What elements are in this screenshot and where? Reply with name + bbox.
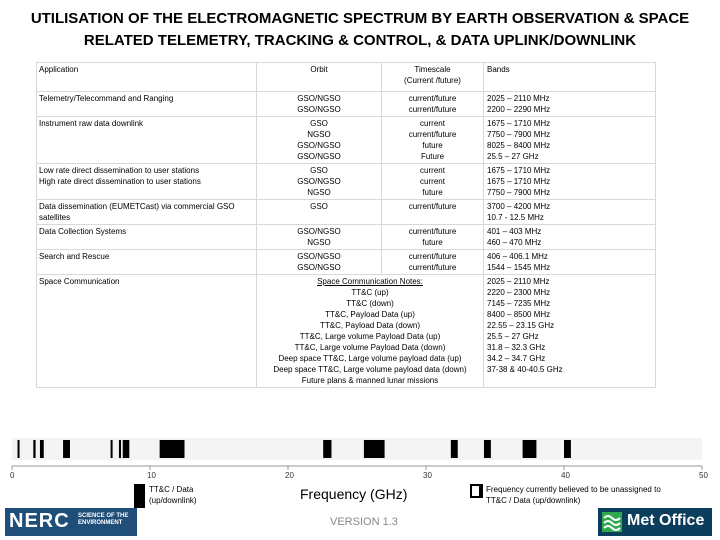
allocation-bar (364, 440, 385, 458)
tick-label: 30 (423, 471, 432, 480)
table-row-space-communication (37, 275, 656, 388)
allocation-bar (18, 440, 20, 458)
table-header-row (37, 63, 656, 92)
row-application: Space Communication (37, 275, 257, 388)
row-bands: 3700 – 4200 MHz 10.7 - 12.5 MHz (484, 200, 656, 225)
row-orbit: GSO GSO/NGSO NGSO (257, 164, 382, 200)
nerc-logo-tagline: SCIENCE OF THE ENVIRONMENT (78, 513, 129, 526)
allocation-bar (63, 440, 70, 458)
row-orbit: GSO NGSO GSO/NGSO GSO/NGSO (257, 117, 382, 164)
axis-background (12, 438, 702, 460)
row-application: Instrument raw data downlink (37, 117, 257, 164)
row-bands: 1675 – 1710 MHz 1675 – 1710 MHz 7750 – 7900 MHz (484, 164, 656, 200)
spectrum-table (36, 62, 656, 388)
row-orbit: GSO (257, 200, 382, 225)
row-timescale: current/future current/future (382, 92, 484, 117)
page-title (0, 8, 720, 52)
notes-list: TT&C (up) TT&C (down) TT&C, Payload Data (up) TT&C, Payload Data (down) TT&C, Large volume Payload Data (up) TT&C, Large volume Payload Data (down) Deep space TT&C, Large volume payload data (up) Deep space TT&C, Large volume payload data (down) Future plans & manned lunar missions (273, 288, 467, 385)
row-application: Search and Rescue (37, 250, 257, 275)
row-orbit: GSO/NGSO NGSO (257, 225, 382, 250)
met-office-wordmark: Met Office (627, 512, 705, 529)
row-bands: 2025 – 2110 MHz 2200 – 2290 MHz (484, 92, 656, 117)
allocation-bar (523, 440, 537, 458)
table-row (37, 117, 656, 164)
row-orbit: GSO/NGSO GSO/NGSO (257, 92, 382, 117)
tick-label: 10 (147, 471, 156, 480)
nerc-logo (5, 508, 137, 536)
allocation-bar (33, 440, 35, 458)
row-orbit: GSO/NGSO GSO/NGSO (257, 250, 382, 275)
row-timescale: current/future current/future (382, 250, 484, 275)
allocation-bar (40, 440, 44, 458)
title-line-1: UTILISATION OF THE ELECTROMAGNETIC SPECTRUM BY EARTH OBSERVATION & SPACE (30, 10, 690, 27)
tick-label: 40 (561, 471, 570, 480)
allocation-bar (123, 440, 130, 458)
legend-unassigned-swatch (470, 484, 483, 498)
tick-label: 0 (10, 471, 15, 480)
row-application: Low rate direct dissemination to user stations High rate direct dissemination to user stations (37, 164, 257, 200)
title-line-2: RELATED TELEMETRY, TRACKING & CONTROL, & DATA UPLINK/DOWNLINK (83, 32, 637, 49)
version-label: VERSION 1.3 (330, 516, 398, 528)
met-office-logo (598, 508, 712, 536)
x-axis-label: Frequency (GHz) (300, 486, 408, 502)
allocation-bar (564, 440, 571, 458)
notes-heading: Space Communication Notes: (317, 277, 423, 286)
legend-used-swatch (134, 484, 145, 508)
met-office-mark-icon (602, 512, 622, 532)
legend-unassigned-swatch-inner (472, 486, 479, 496)
nerc-logo-wordmark: NERC (9, 510, 70, 532)
legend-used-label: TT&C / Data (up/downlink) (149, 485, 197, 505)
row-bands: 406 – 406.1 MHz 1544 – 1545 MHz (484, 250, 656, 275)
table-row (37, 200, 656, 225)
tick-label: 50 (699, 471, 708, 480)
allocation-bar (111, 440, 113, 458)
header-timescale: Timescale (Current /future) (382, 63, 484, 92)
row-bands: 401 – 403 MHz 460 – 470 MHz (484, 225, 656, 250)
table-row (37, 250, 656, 275)
row-bands: 1675 – 1710 MHz 7750 – 7900 MHz 8025 – 8400 MHz 25.5 – 27 GHz (484, 117, 656, 164)
tick-label: 20 (285, 471, 294, 480)
row-application: Telemetry/Telecommand and Ranging (37, 92, 257, 117)
row-timescale: current/future (382, 200, 484, 225)
header-application: Application (37, 63, 257, 92)
row-timescale: current/future future (382, 225, 484, 250)
row-bands: 2025 – 2110 MHz 2220 – 2300 MHz 7145 – 7235 MHz 8400 – 8500 MHz 22.55 – 23.15 GHz 25.5 – 27 GHz 31.8 – 32.3 GHz 34.2 – 34.7 GHz 37-38 & 40-40.5 GHz (484, 275, 656, 388)
allocation-bar (323, 440, 331, 458)
header-bands: Bands (484, 63, 656, 92)
row-application: Data Collection Systems (37, 225, 257, 250)
table-row (37, 164, 656, 200)
space-communication-notes (257, 275, 484, 388)
table-row (37, 225, 656, 250)
frequency-axis-chart (0, 428, 720, 488)
row-timescale: current current/future future Future (382, 117, 484, 164)
allocation-bar (484, 440, 491, 458)
allocation-bar (160, 440, 185, 458)
row-application: Data dissemination (EUMETCast) via commercial GSO satellites (37, 200, 257, 225)
header-orbit: Orbit (257, 63, 382, 92)
allocation-bar (451, 440, 458, 458)
allocation-bar (119, 440, 121, 458)
table-row (37, 92, 656, 117)
row-timescale: current current future (382, 164, 484, 200)
legend-unassigned-label: Frequency currently believed to be unassigned to TT&C / Data (up/downlink) (486, 485, 661, 505)
